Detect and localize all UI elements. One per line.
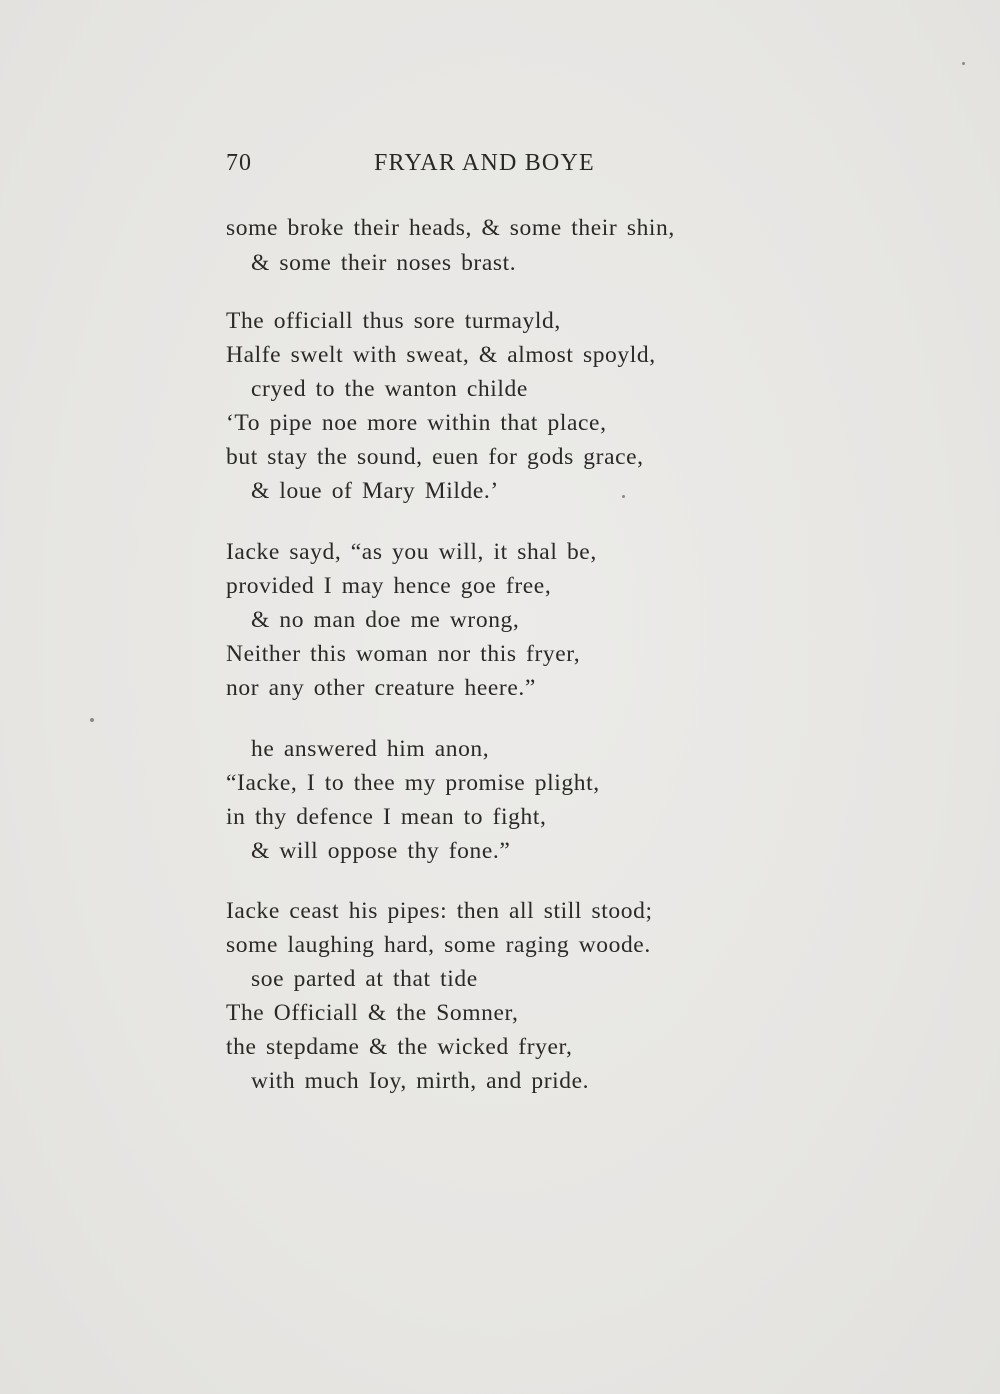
poem-line: Iacke sayd, “as you will, it shal be,	[226, 539, 597, 565]
poem-line: some broke their heads, & some their shin,	[226, 215, 675, 241]
poem-line: “Iacke, I to thee my promise plight,	[226, 770, 600, 796]
paper-speck	[90, 718, 94, 722]
poem-line: & no man doe me wrong,	[251, 607, 520, 633]
poem-line: he answered him anon,	[251, 736, 490, 762]
poem-line: but stay the sound, euen for gods grace,	[226, 444, 644, 470]
page-header	[226, 150, 626, 186]
poem-line: provided I may hence goe free,	[226, 573, 552, 599]
poem-line: cryed to the wanton childe	[251, 376, 528, 402]
poem-line: & loue of Mary Milde.’	[251, 478, 499, 504]
page-number: 70	[226, 150, 252, 176]
poem-line: some laughing hard, some raging woode.	[226, 932, 651, 958]
poem-line: The officiall thus sore turmayld,	[226, 308, 561, 334]
poem-line: Iacke ceast his pipes: then all still stood;	[226, 898, 653, 924]
poem-line: Halfe swelt with sweat, & almost spoyld,	[226, 342, 656, 368]
poem-line: The Officiall & the Somner,	[226, 1000, 519, 1026]
poem-line: soe parted at that tide	[251, 966, 478, 992]
poem-line: ‘To pipe noe more within that place,	[226, 410, 607, 436]
poem-line: & some their noses brast.	[251, 250, 517, 276]
poem-line: with much Ioy, mirth, and pride.	[251, 1068, 590, 1094]
paper-speck	[962, 62, 965, 65]
paper-speck	[622, 495, 625, 498]
poem-line: the stepdame & the wicked fryer,	[226, 1034, 573, 1060]
poem-line: in thy defence I mean to fight,	[226, 804, 547, 830]
poem-line: nor any other creature heere.”	[226, 675, 536, 701]
poem-line: & will oppose thy fone.”	[251, 838, 511, 864]
running-title: FRYAR AND BOYE	[374, 150, 595, 176]
poem-line: Neither this woman nor this fryer,	[226, 641, 581, 667]
